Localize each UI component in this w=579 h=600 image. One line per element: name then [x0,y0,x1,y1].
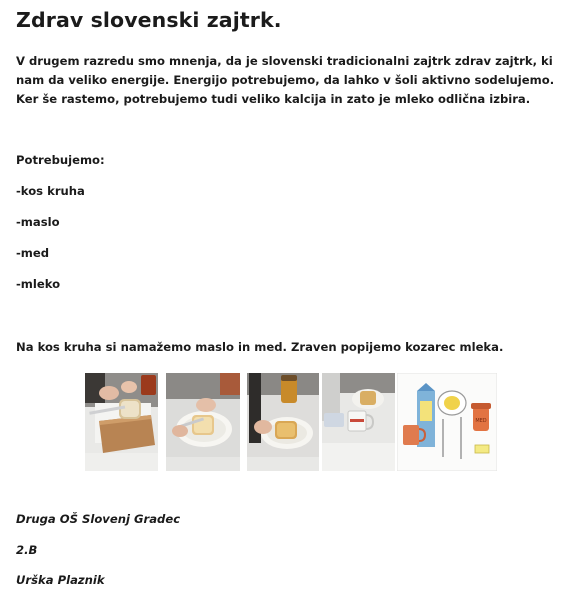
author-name: Urška Plaznik [16,573,105,587]
spreading-honey-photo [247,373,319,471]
slicing-bread-photo [85,373,158,471]
instruction-text: Na kos kruha si namažemo maslo in med. Zraven popijemo kozarec mleka. [16,340,504,354]
needs-heading: Potrebujemo: [16,153,105,167]
ingredient-item-butter: -maslo [16,215,60,229]
ingredient-item-bread: -kos kruha [16,184,85,198]
honey-jar-label: MED [475,418,487,424]
spreading-butter-photo [166,373,240,471]
class-name: 2.B [16,543,38,557]
ingredient-item-honey: -med [16,246,50,260]
breakfast-drawing [397,373,497,471]
bread-and-milk-photo [322,373,395,471]
school-name: Druga OŠ Slovenj Gradec [16,512,181,526]
ingredient-item-milk: -mleko [16,277,61,291]
intro-paragraph: V drugem razredu smo mnenja, da je slovenski tradicionalni zajtrk zdrav zajtrk, ki nam da veliko energije. Energijo potrebujemo, da lahko v šoli aktivno sodelujemo. Ker še rastemo, potrebujemo tudi veliko kalcija in zato je mleko odlična izbira. [16,54,555,106]
photo-strip [85,373,497,471]
page-title: Zdrav slovenski zajtrk. [16,8,282,32]
